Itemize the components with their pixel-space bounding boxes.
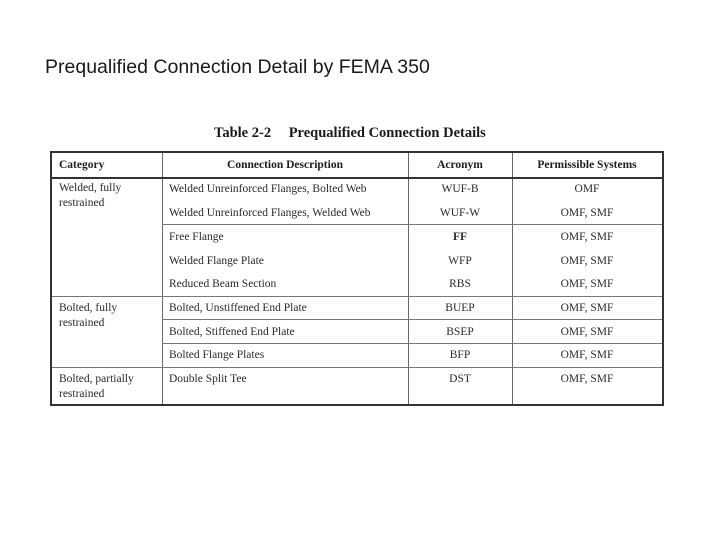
category-line: restrained [59, 317, 105, 329]
row-systems: OMF, SMF [560, 373, 614, 385]
header-category: Category [59, 159, 105, 171]
row-description: Double Split Tee [169, 373, 247, 385]
row-description: Welded Flange Plate [169, 255, 264, 267]
header-systems: Permissible Systems [537, 159, 637, 171]
row-systems: OMF, SMF [560, 231, 614, 243]
row-description: Free Flange [169, 231, 224, 243]
row-acronym: BUEP [445, 302, 475, 314]
row-systems: OMF, SMF [560, 207, 614, 219]
row-description: Bolted, Stiffened End Plate [169, 326, 295, 338]
row-description: Welded Unreinforced Flanges, Bolted Web [169, 183, 367, 195]
category-cell [59, 372, 134, 402]
row-systems: OMF, SMF [560, 302, 614, 314]
category-cell [59, 181, 121, 211]
connection-details-table [50, 151, 664, 406]
row-acronym: BFP [449, 349, 471, 361]
header-description: Connection Description [227, 159, 343, 171]
row-systems: OMF, SMF [560, 278, 614, 290]
category-line: Bolted, fully [59, 302, 118, 314]
row-description: Bolted Flange Plates [169, 349, 265, 361]
row-acronym: WUF-B [441, 183, 479, 195]
row-description: Reduced Beam Section [169, 278, 277, 290]
row-description: Welded Unreinforced Flanges, Welded Web [169, 207, 371, 219]
table-title: Prequalified Connection Details [288, 125, 486, 141]
category-line: restrained [59, 388, 105, 400]
category-line: Welded, fully [59, 182, 122, 194]
header-rule [52, 177, 662, 179]
table-number: Table 2-2 [214, 125, 272, 141]
row-systems: OMF [574, 183, 600, 195]
row-systems: OMF, SMF [560, 326, 614, 338]
row-systems: OMF, SMF [560, 255, 614, 267]
header-acronym: Acronym [437, 159, 483, 171]
category-cell [59, 301, 117, 331]
category-line: restrained [59, 197, 105, 209]
row-systems: OMF, SMF [560, 349, 614, 361]
row-rule [162, 319, 662, 320]
row-acronym: WFP [448, 255, 472, 267]
category-line: Bolted, partially [59, 373, 134, 385]
slide-title: Prequalified Connection Detail by FEMA 350 [45, 56, 430, 78]
row-rule [162, 343, 662, 344]
row-acronym: RBS [449, 278, 471, 290]
table-caption [214, 125, 486, 142]
group-rule [52, 296, 662, 297]
row-description: Bolted, Unstiffened End Plate [169, 302, 307, 314]
group-rule [52, 367, 662, 368]
row-acronym: DST [449, 373, 471, 385]
row-acronym: WUF-W [439, 207, 481, 219]
row-acronym: BSEP [446, 326, 474, 338]
row-rule [162, 224, 662, 225]
row-acronym: FF [452, 231, 468, 243]
